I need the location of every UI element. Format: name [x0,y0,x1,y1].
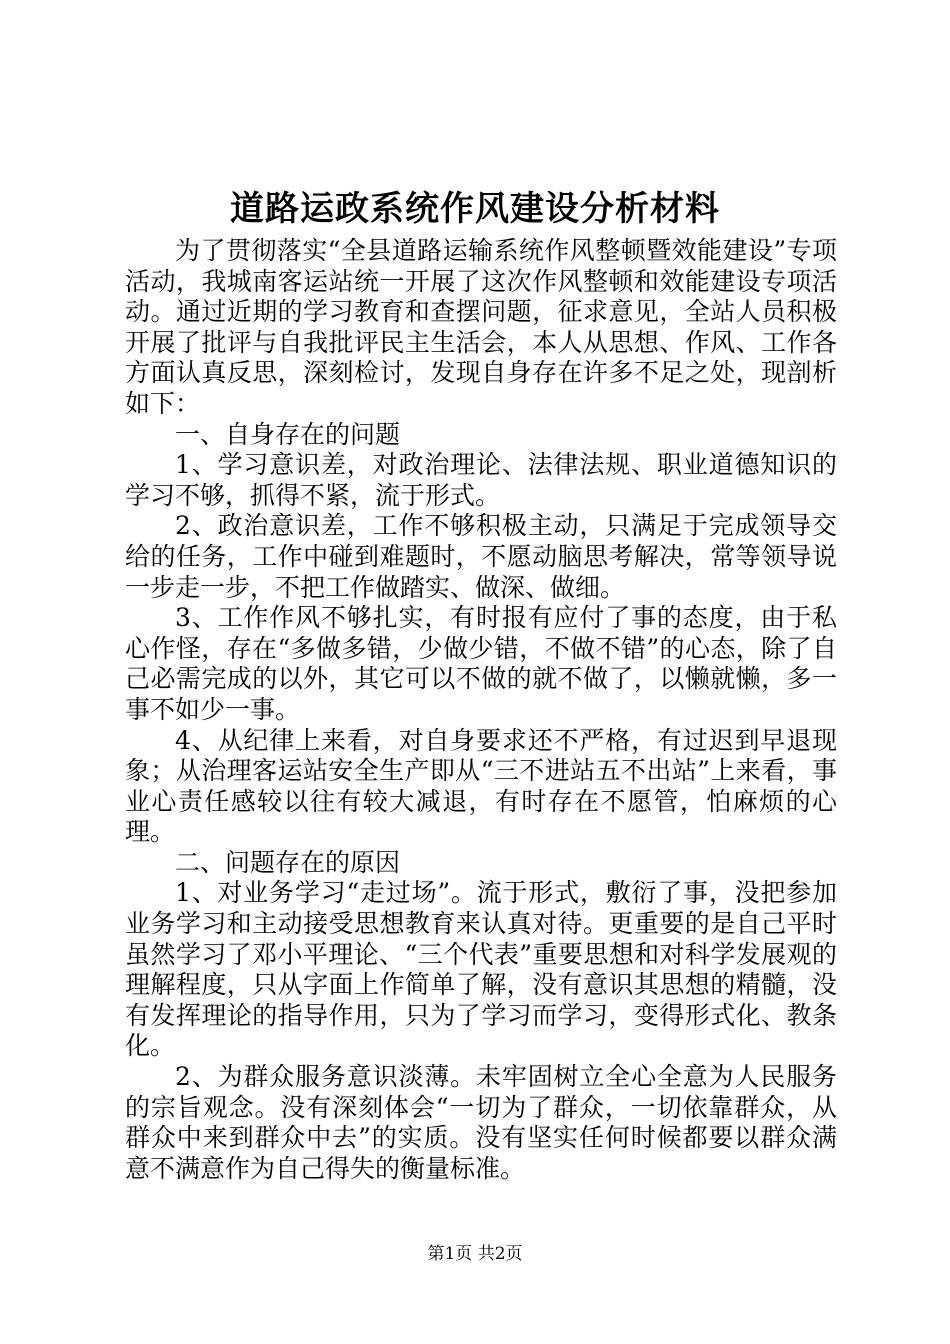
problem-item-4: 4、从纪律上来看，对自身要求还不严格，有过迟到早退现象；从治理客运站安全生产即从“三不进站五不出站”上来看，事业心责任感较以往有较大减退，有时存在不愿管，怕麻烦的心理。 [125,725,837,847]
page-number-footer: 第1页 共2页 [427,1244,523,1264]
cause-item-2: 2、为群众服务意识淡薄。未牢固树立全心全意为人民服务的宗旨观念。没有深刻体会“一切为了群众，一切依靠群众，从群众中来到群众中去”的实质。没有坚实任何时候都要以群众满意不满意作为自己得失的衡量标准。 [125,1062,837,1183]
section-heading-problems: 一、自身存在的问题 [175,419,401,449]
problem-item-1: 1、学习意识差，对政治理论、法律法规、职业道德知识的学习不够，抓得不紧，流于形式。 [125,450,837,510]
problem-item-2: 2、政治意识差，工作不够积极主动，只满足于完成领导交给的任务，工作中碰到难题时，不愿动脑思考解决，常等领导说一步走一步，不把工作做踏实、做深、做细。 [125,511,837,602]
problem-item-3: 3、工作作风不够扎实，有时报有应付了事的态度，由于私心作怪，存在“多做多错，少做少错，不做不错”的心态，除了自己必需完成的以外，其它可以不做的就不做了，以懒就懒，多一事不如少一事。 [125,603,837,724]
document-title: 道路运政系统作风建设分析材料 [230,189,720,229]
section-heading-causes: 二、问题存在的原因 [175,847,401,877]
intro-paragraph: 为了贯彻落实“全县道路运输系统作风整顿暨效能建设”专项活动，我城南客运站统一开展了这次作风整顿和效能建设专项活动。通过近期的学习教育和查摆问题，征求意见，全站人员积极开展了批评与自我批评民主生活会，本人从思想、作风、工作各方面认真反思，深刻检讨，发现自身存在许多不足之处，现剖析如下： [125,236,837,418]
cause-item-1: 1、对业务学习“走过场”。流于形式，敷衍了事，没把参加业务学习和主动接受思想教育来认真对待。更重要的是自己平时虽然学习了邓小平理论、“三个代表”重要思想和对科学发展观的理解程度，只从字面上作简单了解，没有意识其思想的精髓，没有发挥理论的指导作用，只为了学习而学习，变得形式化、教条化。 [125,878,837,1061]
document-body [125,236,837,1184]
